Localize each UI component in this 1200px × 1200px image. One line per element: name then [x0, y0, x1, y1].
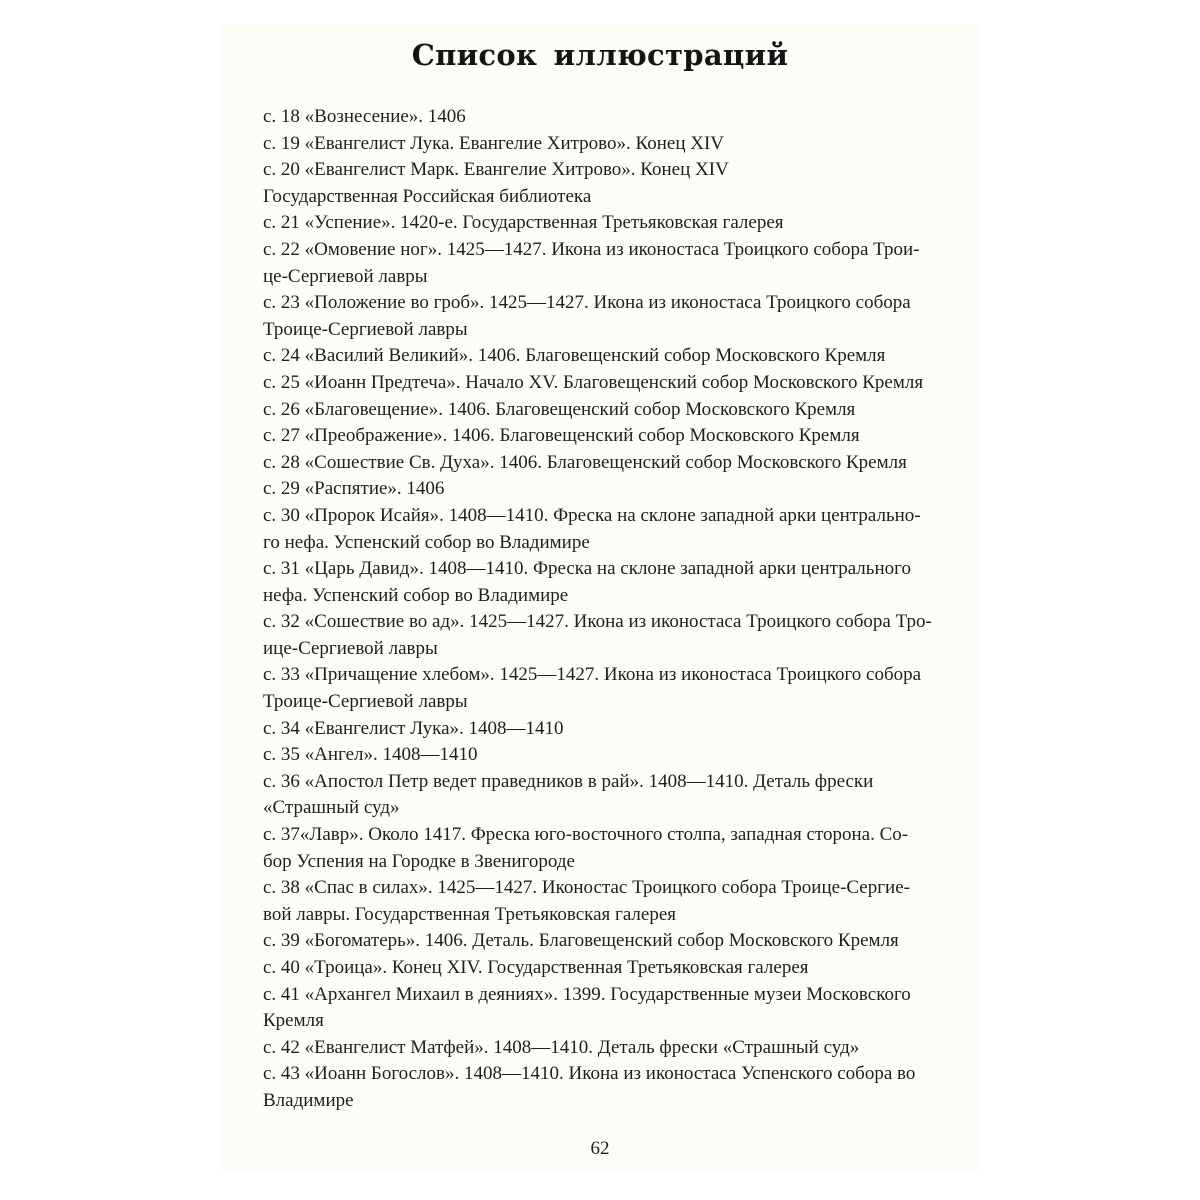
illustration-entry-line: с. 28 «Сошествие Св. Духа». 1406. Благовещенский собор Московского Кремля — [263, 451, 907, 473]
illustration-list — [263, 104, 953, 1115]
illustration-entry-line: с. 42 «Евангелист Матфей». 1408—1410. Деталь фрески «Страшный суд» — [263, 1036, 860, 1058]
illustration-entry-line: го нефа. Успенский собор во Владимире — [263, 531, 590, 553]
book-page — [218, 24, 982, 1174]
illustration-entry-line: с. 37«Лавр». Около 1417. Фреска юго-восточного столпа, западная сторона. Со- — [263, 824, 909, 846]
illustration-entry-line: Кремля — [263, 1010, 324, 1032]
illustration-entry-line: с. 38 «Спас в силах». 1425—1427. Иконостас Троицкого собора Троице-Сергие- — [263, 877, 910, 899]
illustration-entry-line: с. 18 «Вознесение». 1406 — [263, 106, 466, 127]
illustration-entry-line: Троице-Сергиевой лавры — [263, 318, 468, 340]
illustration-entry-line: «Страшный суд» — [263, 797, 400, 819]
page-number: 62 — [590, 1138, 610, 1159]
illustration-entry-line: с. 24 «Василий Великий». 1406. Благовещенский собор Московского Кремля — [263, 345, 886, 367]
illustration-entry-line: Государственная Российская библиотека — [263, 185, 592, 207]
illustration-entry-line: с. 33 «Причащение хлебом». 1425—1427. Икона из иконостаса Троицкого собора — [263, 664, 922, 686]
illustration-entry-line: с. 25 «Иоанн Предтеча». Начало XV. Благовещенский собор Московского Кремля — [263, 371, 924, 393]
illustration-entry-line: с. 32 «Сошествие во ад». 1425—1427. Икона из иконостаса Троицкого собора Тро- — [263, 611, 932, 633]
illustration-entry-line: с. 21 «Успение». 1420-е. Государственная Третьяковская галерея — [263, 212, 784, 234]
illustration-entry-line: с. 41 «Архангел Михаил в деяниях». 1399. Государственные музеи Московского — [263, 983, 911, 1005]
illustration-entry-line: с. 40 «Троица». Конец XIV. Государственная Третьяковская галерея — [263, 957, 809, 978]
illustration-entry-line: с. 29 «Распятие». 1406 — [263, 478, 445, 500]
illustration-entry-line: нефа. Успенский собор во Владимире — [263, 584, 569, 606]
illustration-entry-line: с. 30 «Пророк Исайя». 1408—1410. Фреска на склоне западной арки центрально- — [263, 504, 921, 526]
illustration-entry-line: с. 26 «Благовещение». 1406. Благовещенский собор Московского Кремля — [263, 398, 856, 420]
illustration-entry-line: Владимире — [263, 1089, 354, 1111]
illustration-entry-line: с. 31 «Царь Давид». 1408—1410. Фреска на склоне западной арки центрального — [263, 558, 911, 580]
illustration-entry-line: с. 20 «Евангелист Марк. Евангелие Хитрово». Конец XIV — [263, 159, 729, 181]
illustration-entry-line: с. 39 «Богоматерь». 1406. Деталь. Благовещенский собор Московского Кремля — [263, 930, 899, 952]
illustration-entry-line: вой лавры. Государственная Третьяковская галерея — [263, 903, 676, 925]
illustration-entry-line: с. 22 «Омовение ног». 1425—1427. Икона из иконостаса Троицкого собора Трои- — [263, 238, 920, 260]
illustration-entry-line: с. 34 «Евангелист Лука». 1408—1410 — [263, 717, 564, 739]
illustration-entry-line: бор Успения на Городке в Звенигороде — [263, 850, 575, 872]
illustration-entry-line: с. 43 «Иоанн Богослов». 1408—1410. Икона из иконостаса Успенского собора во — [263, 1063, 916, 1085]
illustration-entry-line: с. 36 «Апостол Петр ведет праведников в рай». 1408—1410. Деталь фрески — [263, 770, 874, 792]
illustration-entry-line: ице-Сергиевой лавры — [263, 637, 438, 659]
illustration-entry-line: с. 35 «Ангел». 1408—1410 — [263, 744, 478, 766]
illustration-entry-line: с. 27 «Преображение». 1406. Благовещенский собор Московского Кремля — [263, 425, 860, 447]
illustration-entry-line: Троице-Сергиевой лавры — [263, 691, 468, 713]
illustration-entry-line: це-Сергиевой лавры — [263, 265, 428, 287]
page-title: Список иллюстраций — [411, 38, 789, 72]
illustration-entry-line: с. 19 «Евангелист Лука. Евангелие Хитрово». Конец XIV — [263, 132, 725, 154]
illustration-entry-line: с. 23 «Положение во гроб». 1425—1427. Икона из иконостаса Троицкого собора — [263, 292, 911, 314]
